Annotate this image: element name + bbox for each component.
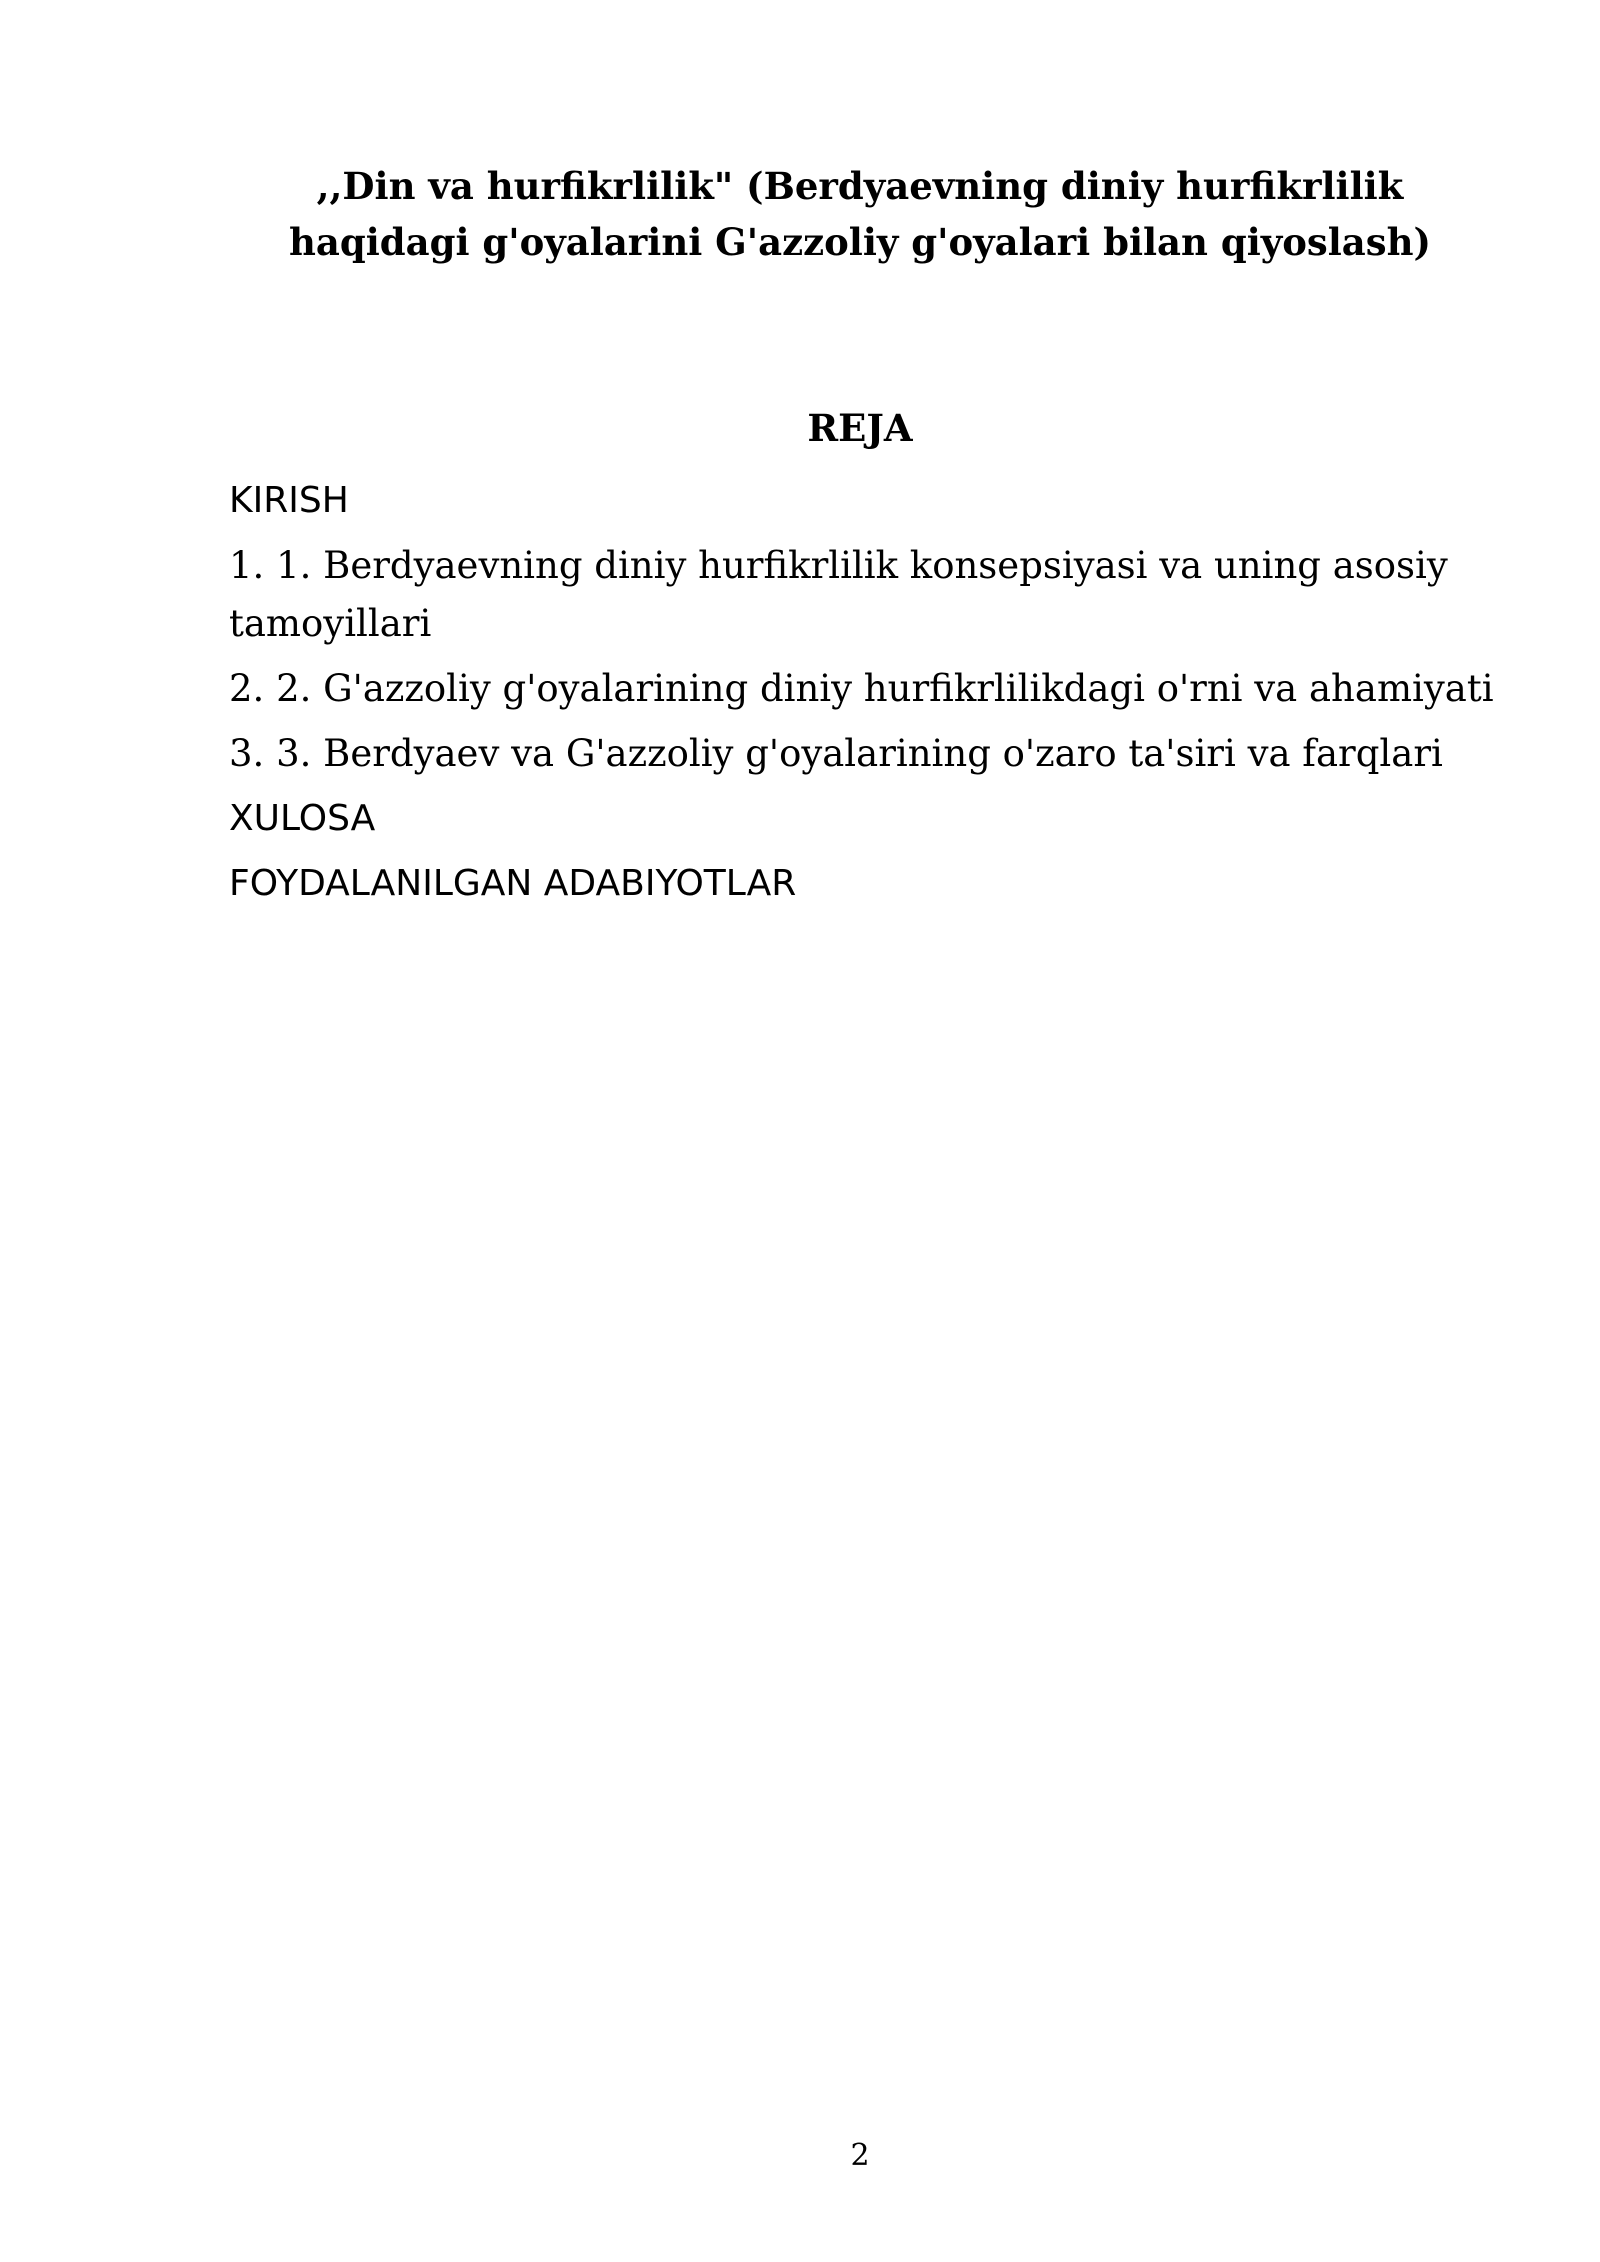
toc-item-conclusion: XULOSA (229, 798, 376, 839)
toc-item-section-2: 2. 2. G'azzoliy g'oyalarining diniy hurfikrlilikdagi o'rni va ahamiyati (229, 667, 1494, 710)
document-title: ,,Din va hurfikrlilik" (Berdyaevning diniy hurfikrlilik haqidagi g'oyalarini G'azzoliy g'oyalari bilan qiyoslash) (288, 164, 1432, 264)
toc-item-introduction: KIRISH (229, 480, 349, 521)
toc-item-references: FOYDALANILGAN ADABIYOTLAR (229, 863, 797, 904)
plan-heading: REJA (807, 406, 913, 450)
page-number: 2 (850, 2138, 870, 2173)
toc-item-section-3: 3. 3. Berdyaev va G'azzoliy g'oyalarining o'zaro ta'siri va farqlari (229, 732, 1443, 775)
table-of-contents (229, 472, 1509, 920)
toc-item-section-1: 1. 1. Berdyaevning diniy hurfikrlilik konsepsiyasi va uning asosiy tamoyillari (229, 544, 1448, 645)
